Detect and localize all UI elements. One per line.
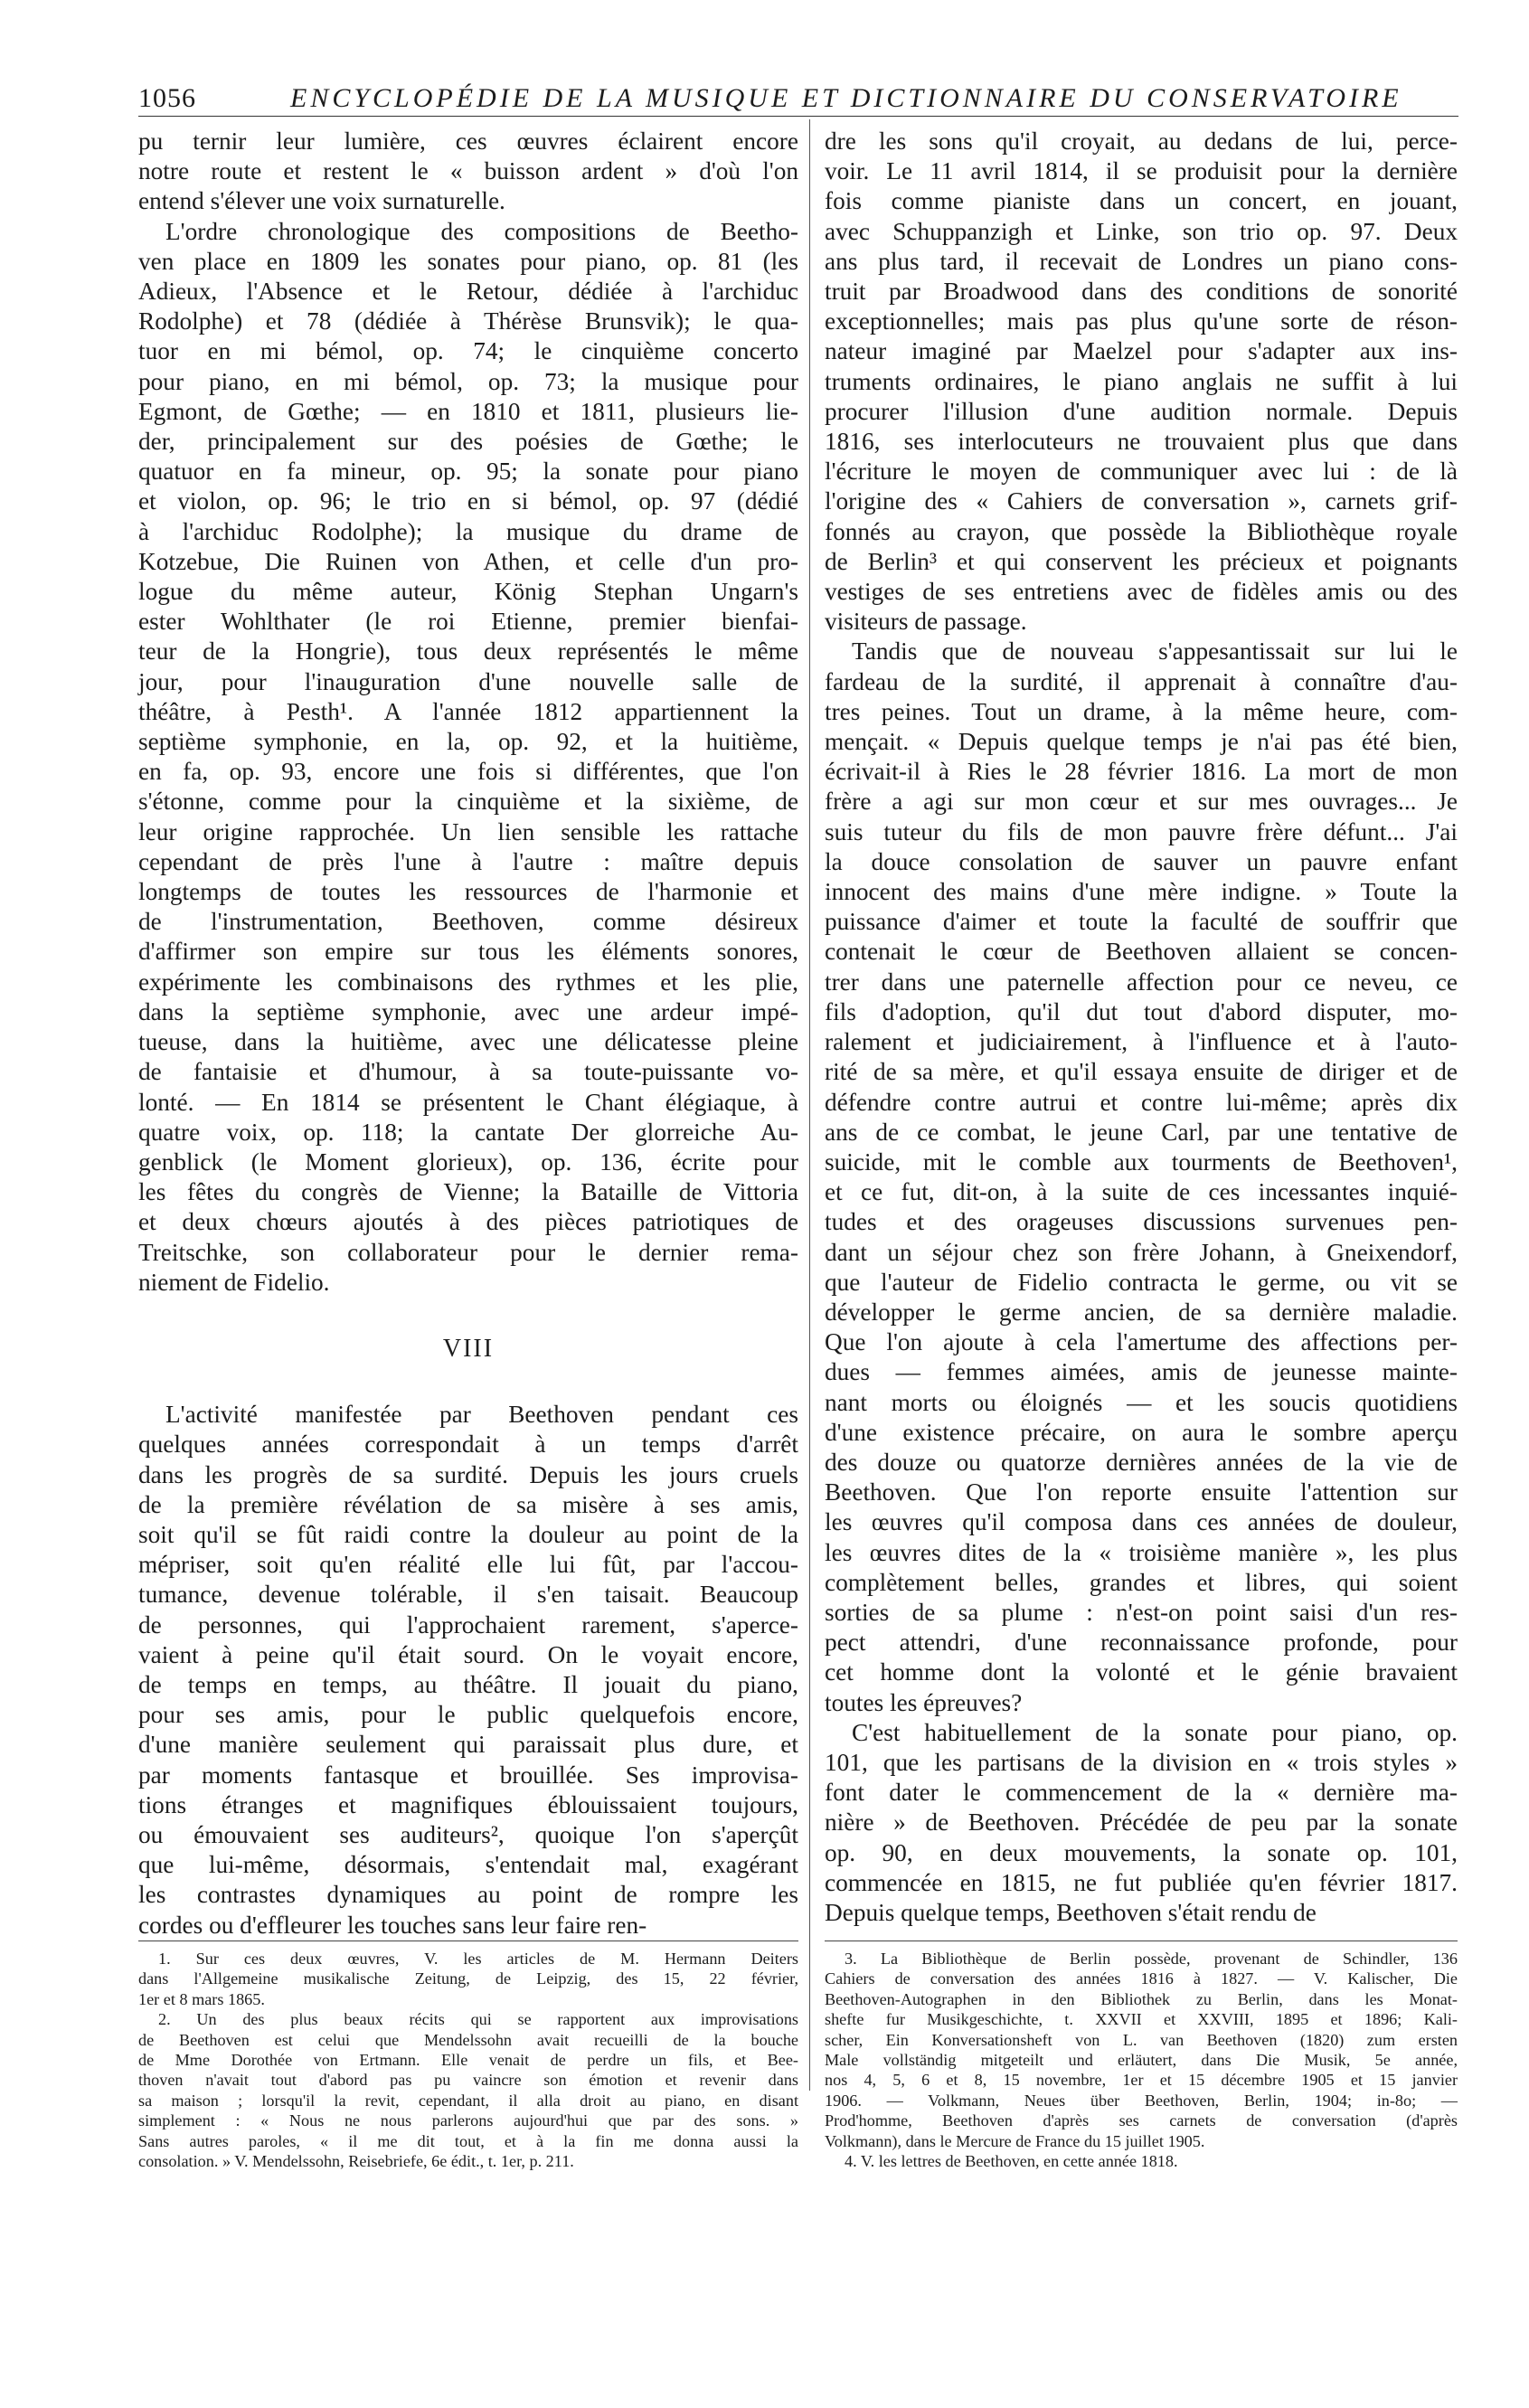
footnote-line: consolation. » V. Mendelssohn, Reisebriefe, 6e édit., t. 1er, p. 211. [138,2152,574,2171]
text-line: toutes les épreuves? [825,1688,1023,1716]
text-line: et violon, op. 96; le trio en si bémol, op. 97 (dédié [138,487,798,515]
text-line: Depuis quelque temps, Beethoven s'était rendu de [825,1898,1317,1926]
text-line: nateur imaginé par Maelzel pour s'adapter aux ins- [825,337,1458,365]
text-line: quelques années correspondait à un temps d'arrêt [138,1431,798,1459]
text-line: l'écriture le moyen de communiquer avec lui : de là [825,458,1458,486]
text-line: dues — femmes aimées, amis de jeunesse mainte- [825,1358,1458,1386]
header-rule [138,116,1458,117]
text-line: et ce fut, dit-on, à la suite de ces incessantes inquié- [825,1178,1458,1206]
footnote-line: scher, Ein Konversationsheft von L. van Beethoven (1820) zum ersten [825,2030,1458,2049]
text-line: quatuor en fa mineur, op. 95; la sonate pour piano [138,458,798,486]
text-line: Que l'on ajoute à cela l'amertume des affections per- [825,1328,1458,1356]
footnote-1 [138,1949,798,2009]
text-line: les œuvres dites de la « troisième manière », les plus [825,1538,1458,1566]
text-line: que l'auteur de Fidelio contracta le germe, ou vit se [825,1268,1458,1296]
text-line: rité de sa mère, et qu'il essaya ensuite de diriger et de [825,1058,1458,1086]
footnote-3 [825,1949,1458,2151]
text-line: tuor en mi bémol, op. 74; le cinquième concerto [138,337,798,365]
text-line: de temps en temps, au théâtre. Il jouait du piano, [138,1670,798,1698]
text-line: l'origine des « Cahiers de conversation », carnets grif- [825,487,1458,515]
text-line: Rodolphe) et 78 (dédiée à Thérèse Brunsvik); le qua- [138,307,798,335]
text-line: notre route et restent le « buisson ardent » d'où l'on [138,157,798,185]
text-line: frère a agi sur mon cœur et sur mes ouvrages... Je [825,788,1458,816]
text-line: Kotzebue, Die Ruinen von Athen, et celle d'un pro- [138,547,798,575]
text-line: fois comme pianiste dans un concert, en jouant, [825,187,1458,215]
text-line: ralement et judiciairement, à l'influence et à l'auto- [825,1028,1458,1056]
footnote-line: thoven n'avait tout d'abord pas pu vaincre son émotion et revenir dans [138,2071,798,2090]
text-line: leur origine rapprochée. Un lien sensible les rattache [138,817,798,845]
text-line: défendre contre autrui et contre lui-même; après dix [825,1088,1458,1116]
text-line: avec Schuppanzigh et Linke, son trio op. 97. Deux [825,217,1458,245]
column-divider [809,119,810,2091]
text-line: 1816, ses interlocuteurs ne trouvaient plus que dans [825,428,1458,456]
left-column [138,127,798,1941]
footnote-line: Male vollständig mitgeteilt und erläutert, dans Die Musik, 5e année, [825,2051,1458,2070]
text-line: nant morts ou éloignés — et les soucis quotidiens [825,1388,1458,1416]
text-line: ans plus tard, il recevait de Londres un piano cons- [825,247,1458,275]
text-line: der, principalement sur des poésies de Gœthe; le [138,428,798,456]
text-line: tueuse, dans la huitième, avec une délicatesse pleine [138,1028,798,1056]
text-line: tumance, devenue tolérable, il s'en taisait. Beaucoup [138,1581,798,1609]
text-line: de Berlin³ et qui conservent les précieux et poignants [825,547,1458,575]
text-line: 101, que les partisans de la division en « trois styles » [825,1748,1458,1776]
text-line: des douze ou quatorze dernières années de la vie de [825,1448,1458,1476]
text-line: d'une manière seulement qui paraissait plus dure, et [138,1731,798,1759]
text-line: les œuvres qu'il composa dans ces années de douleur, [825,1508,1458,1536]
text-line: voir. Le 11 avril 1814, il se produisit pour la dernière [825,157,1458,185]
footnote-line: 4. V. les lettres de Beethoven, en cette année 1818. [845,2152,1178,2171]
text-line: fardeau de la surdité, il apprenait à connaître d'au- [825,667,1458,695]
footnote-line: sa maison ; lorsqu'il la revit, cependant, il alla droit au piano, en disant [138,2091,798,2110]
footnote-line: 1906. — Volkmann, Neues über Beethoven, Berlin, 1904; in-8o; — [825,2091,1458,2110]
text-line: Beethoven. Que l'on reporte ensuite l'attention sur [825,1478,1458,1506]
text-line: L'activité manifestée par Beethoven pendant ces [165,1401,798,1429]
footnote-line: Sans autres paroles, « il me dit tout, et à la fin me donna aussi la [138,2131,798,2150]
footnote-line: Cahiers de conversation des années 1816 à 1827. — V. Kalischer, Die [825,1969,1458,1988]
text-line: s'étonne, comme pour la cinquième et la sixième, de [138,788,798,816]
text-line: et deux chœurs ajoutés à des pièces patriotiques de [138,1208,798,1236]
text-line: font dater le commencement de la « dernière ma- [825,1779,1458,1807]
footnote-line: shefte fur Musikgeschichte, t. XXVII et XXVIII, 1895 et 1896; Kali- [825,2010,1458,2029]
footnote-line: 3. La Bibliothèque de Berlin possède, provenant de Schindler, 136 [845,1950,1458,1968]
footnote-line: de Beethoven est celui que Mendelssohn avait recueilli de la bouche [138,2030,798,2049]
footnote-line: 1. Sur ces deux œuvres, V. les articles de M. Hermann Deiters [158,1950,798,1968]
section-heading: VIII [442,1334,495,1363]
text-line: contenait le cœur de Beethoven allaient se concen- [825,938,1458,966]
text-line: Adieux, l'Absence et le Retour, dédiée à l'archiduc [138,278,798,306]
text-line: d'une existence précaire, on aura le sombre aperçu [825,1418,1458,1446]
page-header [138,83,1458,114]
text-line: pect attendri, d'une reconnaissance profonde, pour [825,1629,1458,1657]
text-line: ven place en 1809 les sonates pour piano, op. 81 (les [138,247,798,275]
text-line: truit par Broadwood dans des conditions de sonorité [825,278,1458,306]
text-line: quatre voix, op. 118; la cantate Der glorreiche Au- [138,1118,798,1146]
text-line: ester Wohlthater (le roi Etienne, premier bienfai- [138,608,798,636]
footnote-2 [138,2009,798,2171]
text-line: truments ordinaires, le piano anglais ne suffit à lui [825,367,1458,395]
footnote-4 [825,2151,1458,2171]
text-line: écrivait-il à Ries le 28 février 1816. La mort de mon [825,758,1458,786]
footnotes-right [825,1949,1458,2171]
left-paragraphs-b [138,1400,798,1941]
text-line: la douce consolation de sauver un pauvre enfant [825,847,1458,875]
text-line: commencée en 1815, ne fut publiée qu'en février 1817. [825,1868,1458,1896]
text-line: mençait. « Depuis quelque temps je n'ai pas été bien, [825,728,1458,756]
text-line: cordes ou d'effleurer les touches sans leur faire ren- [138,1911,647,1939]
text-line: soit qu'il se fût raidi contre la douleur au point de la [138,1520,798,1548]
text-line: logue du même auteur, König Stephan Ungarn's [138,578,798,606]
text-line: en fa, op. 93, encore une fois si différentes, que l'on [138,758,798,786]
text-line: L'ordre chronologique des compositions de Beetho- [165,217,798,245]
text-line: trer dans une paternelle affection pour ce neveu, ce [825,968,1458,996]
text-line: les contrastes dynamiques au point de rompre les [138,1881,798,1909]
right-paragraphs-b [825,637,1458,1717]
text-line: septième symphonie, en la, op. 92, et la huitième, [138,728,798,756]
text-line: pour ses amis, pour le public quelquefois encore, [138,1701,798,1729]
text-line: ou émouvaient ses auditeurs², quoique l'on s'aperçût [138,1820,798,1848]
footnote-line: 2. Un des plus beaux récits qui se rapportent aux improvisations [158,2010,798,2029]
text-line: développer le germe ancien, de sa dernière maladie. [825,1298,1458,1326]
text-line: à l'archiduc Rodolphe); la musique du drame de [138,517,798,545]
text-line: de fantaisie et d'humour, à sa toute-puissante vo- [138,1058,798,1086]
text-line: théâtre, à Pesth¹. A l'année 1812 appartiennent la [138,697,798,725]
right-paragraphs-c [825,1718,1458,1928]
footnote-line: 1er et 8 mars 1865. [138,1989,265,2008]
text-line: expérimente les combinaisons des rythmes et les plie, [138,968,798,996]
text-line: lonté. — En 1814 se présentent le Chant élégiaque, à [138,1088,798,1116]
text-line: sorties de sa plume : n'est-on point saisi d'un res- [825,1598,1458,1626]
text-line: Tandis que de nouveau s'appesantissait sur lui le [852,637,1458,666]
text-line: dans la septième symphonie, avec une ardeur impé- [138,997,798,1025]
footnotes-left [138,1949,798,2171]
text-line: C'est habituellement de la sonate pour piano, op. [852,1718,1458,1746]
footnote-line: dans l'Allgemeine musikalische Zeitung, de Leipzig, des 15, 22 février, [138,1969,798,1988]
text-line: innocent des mains d'une mère indigne. » Toute la [825,878,1458,906]
text-line: vaient à peine qu'il était sourd. On le voyait encore, [138,1640,798,1668]
text-line: niement de Fidelio. [138,1268,330,1296]
text-line: entend s'élever une voix surnaturelle. [138,187,505,215]
text-line: Egmont, de Gœthe; — en 1810 et 1811, plusieurs lie- [138,397,798,425]
text-line: que lui-même, désormais, s'entendait mal, exagérant [138,1851,798,1879]
text-line: les fêtes du congrès de Vienne; la Bataille de Vittoria [138,1178,798,1206]
page-number: 1056 [138,83,196,113]
text-line: tres peines. Tout un drame, à la même heure, com- [825,697,1458,725]
text-line: pour piano, en mi bémol, op. 73; la musique pour [138,367,798,395]
right-column [825,127,1458,1928]
text-line: cependant de près l'une à l'autre : maître depuis [138,847,798,875]
text-line: dant un séjour chez son frère Johann, à Gneixendorf, [825,1238,1458,1266]
text-line: fils d'adoption, qu'il dut tout d'abord disputer, mo- [825,997,1458,1025]
running-title: ENCYCLOPÉDIE DE LA MUSIQUE ET DICTIONNAIRE DU CONSERVATOIRE [290,83,1402,113]
text-line: par moments fantasque et brouillée. Ses improvisa- [138,1761,798,1789]
text-line: nière » de Beethoven. Précédée de peu par la sonate [825,1808,1458,1837]
text-line: teur de la Hongrie), tous deux représentés le même [138,637,798,666]
text-line: pu ternir leur lumière, ces œuvres éclairent encore [138,127,798,155]
text-line: dre les sons qu'il croyait, au dedans de lui, perce- [825,127,1458,155]
footnote-line: nos 4, 5, 6 et 8, 15 novembre, 1er et 15 décembre 1905 et 15 janvier [825,2071,1458,2090]
text-line: op. 90, en deux mouvements, la sonate op. 101, [825,1838,1458,1866]
text-line: tions étranges et magnifiques éblouissaient toujours, [138,1790,798,1818]
text-line: complètement belles, grandes et libres, qui soient [825,1568,1458,1596]
text-line: exceptionnelles; mais pas plus qu'une sorte de réson- [825,307,1458,335]
text-line: jour, pour l'inauguration d'une nouvelle salle de [138,667,798,695]
text-line: genblick (le Moment glorieux), op. 136, écrite pour [138,1147,798,1176]
footnote-line: Prod'homme, Beethoven d'après ses carnets de conversation (d'après [825,2111,1458,2130]
text-line: dans les progrès de sa surdité. Depuis les jours cruels [138,1460,798,1488]
text-line: de la première révélation de sa misère à ses amis, [138,1490,798,1518]
text-line: Treitschke, son collaborateur pour le dernier rema- [138,1238,798,1266]
footnote-line: Beethoven-Autographen in den Bibliothek zu Berlin, dans les Monat- [825,1989,1458,2008]
text-line: vestiges de ses entretiens avec de fidèles amis ou des [825,578,1458,606]
text-line: de l'instrumentation, Beethoven, comme désireux [138,908,798,936]
text-line: mépriser, soit qu'en réalité elle lui fût, par l'accou- [138,1551,798,1579]
text-line: suicide, mit le comble aux tourments de Beethoven¹, [825,1147,1458,1176]
text-line: visiteurs de passage. [825,608,1027,636]
text-line: procurer l'illusion d'une audition normale. Depuis [825,397,1458,425]
right-paragraphs-a [825,127,1458,637]
text-line: cet homme dont la volonté et le génie bravaient [825,1658,1458,1686]
text-line: d'affirmer son empire sur tous les éléments sonores, [138,938,798,966]
footnote-line: de Mme Dorothée von Ertmann. Elle venait de perdre un fils, et Bee- [138,2051,798,2070]
footnote-line: Volkmann), dans le Mercure de France du 15 juillet 1905. [825,2131,1205,2150]
text-line: ans de ce combat, le jeune Carl, par une tentative de [825,1118,1458,1146]
text-line: puissance d'aimer et toute la faculté de souffrir que [825,908,1458,936]
footnote-line: simplement : « Nous ne nous parlerons aujourd'hui que par des sons. » [138,2111,798,2130]
left-paragraphs-a [138,127,798,1298]
text-line: longtemps de toutes les ressources de l'harmonie et [138,878,798,906]
text-line: suis tuteur du fils de mon pauvre frère défunt... J'ai [825,817,1458,845]
text-line: de personnes, qui l'approchaient rarement, s'aperce- [138,1610,798,1638]
text-line: fonnés au crayon, que possède la Bibliothèque royale [825,517,1458,545]
text-line: tudes et des orageuses discussions survenues pen- [825,1208,1458,1236]
